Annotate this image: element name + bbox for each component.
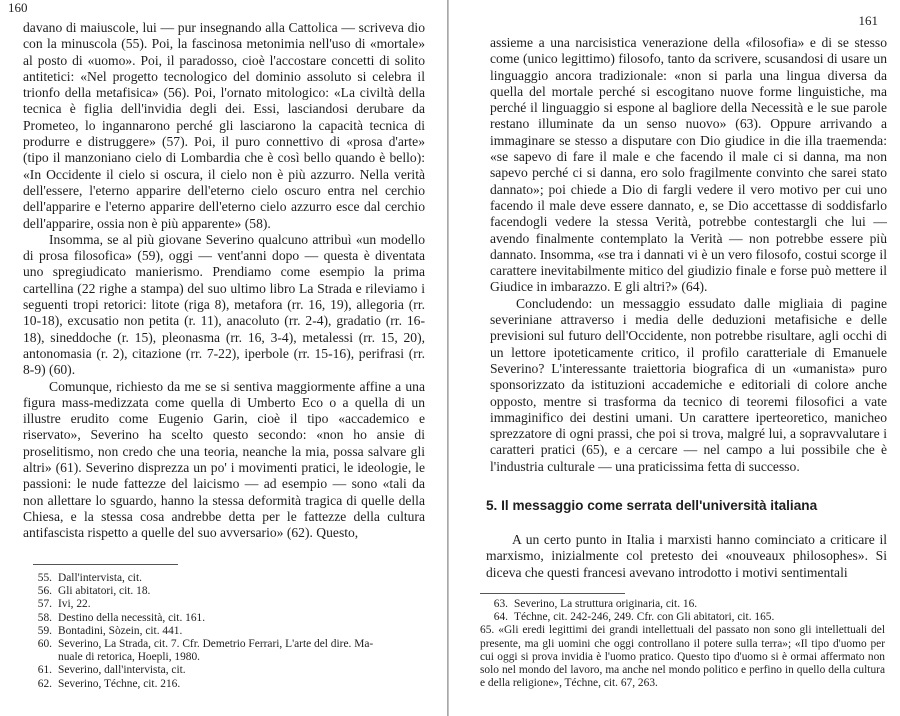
main-text xyxy=(490,35,887,475)
footnotes xyxy=(24,572,424,691)
footnote: 55. Dall'intervista, cit. xyxy=(37,572,142,584)
paragraph: assieme a una narcisistica venerazione della «filosofia» e di se stesso come (unico legittimo) filosofo, tanto da scrivere, scusandosi di usare un linguaggio ancora tradizionale: «non si parla una lingua diversa da quella del mortale perché si escogitano nuove forme linguistiche, ma perché il linguaggio si espone al bagliore della Necessità e le sue parole restano illuminate da un senso nuovo» (63). Oppure arrivando a immaginare se stesso a disputare con Dio giudice in die illa traemenda: «se sapevo di fare il male e che facendo il male ci si danna, ma non sapevo perché ci si danna, ero solo fragilmente convinto che sarei stato dannato»; poi chiede a Dio di fargli vedere il vero motivo per cui uno facendo il male deve essere dannato, e, se Dio accettasse di soddisfarlo facendogli vedere la stessa Verità, potrebbe contestargli che lui — avendo finalmente contemplato la Verità — non potrebbe essere più dannato. Insomma, «se tra i dannati vi è un vero filosofo, costui scorge il carattere inevitabilmente mitico del giudizio finale e forse può mettere il Giudice in imbarazzo. E gli altri?» (64). xyxy=(490,35,887,295)
footnote: 61. Severino, dall'intervista, cit. xyxy=(37,664,186,677)
footnote: 58. Destino della necessità, cit. 161. xyxy=(37,611,206,624)
page-number: 160 xyxy=(8,0,28,15)
main-text xyxy=(23,20,425,542)
book-gutter xyxy=(447,0,449,716)
section-text xyxy=(486,532,887,581)
footnotes xyxy=(480,598,885,690)
paragraph: Insomma, se al più giovane Severino qualcuno attribuì «un modello di prosa filosofica» (59), oggi — vent'anni dopo — questa è diventata uno spregiudicato manierismo. Prendiamo come esempio la prima cartellina (22 righe a stampa) del suo ultimo libro La Strada e rileviamo i seguenti tropi retorici: litote (riga 8), metafora (rr. 16, 19), allegoria (rr. 10-18), excusatio non petita (r. 11), anacoluto (rr. 2-4), gradatio (rr. 16-18), sineddoche (r. 15), pleonasma (rr. 16, 3-4), metalessi (rr. 15, 20), antonomasia (r. 2), citazione (rr. 7-22), iperbole (rr. 15-16), perifrasi (rr. 8-9) (60). xyxy=(23,231,425,378)
paragraph: Concludendo: un messaggio essudato dalle migliaia di pagine severiniane attraverso i media delle deduzioni metafisiche e delle previsioni sul futuro dell'Occidente, non potrebbe risultare, agli occhi di un lettore ipoteticamente critico, il profilo caratteriale di Emanuele Severino? L'interessante traiettoria biografica di un «umanista» puro sponsorizzato da istituzioni accademiche e editoriali di colore anche opposto, mentre si trasforma da tecnico di teoremi filosofici a vate immaginifico dei destini umani. Un carattere iperteoretico, manicheo sprezzatore di ogni prassi, che poi si trova, malgré lui, a sopravvalutare i caratteri pratici (65), e a cercare — nel campo a lui possibile che è l'industria culturale — una praticissima fetta di successo. xyxy=(490,295,887,474)
footnote: 59. Bontadini, Sòzein, cit. 441. xyxy=(37,624,183,637)
paragraph: A un certo punto in Italia i marxisti hanno cominciato a criticare il marxismo, inizialmente col pretesto dei «nouveaux philosophes». Si diceva che questi francesi avevano introdotto i motivi sentimentali xyxy=(486,532,887,580)
footnote: 60. Severino, La Strada, cit. 7. Cfr. Demetrio Ferrari, L'arte del dire. Ma- nuale di retorica, Hoepli, 1980. xyxy=(37,638,374,664)
footnote: 57. Ivi, 22. xyxy=(37,598,91,611)
left-page xyxy=(0,0,447,716)
footnote-rule xyxy=(480,593,625,594)
footnote: 65. «Gli eredi legittimi dei grandi intellettuali del passato non sono gli intellettuali del presente, ma gli uomini che oggi controllano il potere sulla terra»; «Il tipo d'uomo per cui oggi si prova invidia è l'uomo pratico. Questo tipo d'uomo si è ormai affermato non solo nel mondo del lavoro, ma anche nel mondo politico e perfino in quello della cultura e della religione», Téchne, cit. 67, 263. xyxy=(480,624,885,690)
footnote-rule xyxy=(33,564,178,565)
footnote: 62. Severino, Téchne, cit. 216. xyxy=(37,677,181,690)
section-heading: 5. Il messaggio come serrata dell'università italiana xyxy=(486,498,818,513)
paragraph: Comunque, richiesto da me se si sentiva maggiormente affine a una figura mass-medizzata come quella di Umberto Eco o a quella di un illustre erudito come Eugenio Garin, cioè il tipo «accademico e riservato», Severino ha scelto questo secondo: «non ho ansie di proselitismo, non credo che una teoria, neanche la mia, possa salvare gli altri» (61). Severino disprezza un po' i movimenti pratici, le ideologie, le passioni: le nude fattezze del laicismo — ad esempio — sono «tali da non allettare lo sguardo, hanno la stessa deformità tragica di quelle della Chiesa, e la stessa cosa andrebbe detta per le fattezze della cultura antifascista rispetto a quelle del suo avversario» (62). Questo, xyxy=(23,378,425,541)
footnote: 63. Severino, La struttura originaria, cit. 16. xyxy=(493,598,698,610)
footnote: 64. Téchne, cit. 242-246, 249. Cfr. con Gli abitatori, cit. 165. xyxy=(493,611,775,624)
footnote: 56. Gli abitatori, cit. 18. xyxy=(37,585,151,598)
paragraph: davano di maiuscole, lui — pur insegnando alla Cattolica — scriveva dio con la minuscola (55). Poi, la fascinosa metonimia nell'uso di «mortale» al posto di «uomo». Poi, il paradosso, cioè l'accostare concetti di solito antitetici: «Nel progetto tecnologico del dominio assoluto si celebra il trionfo della metafisica» (56). Poi, l'ornato mitologico: «La civiltà della tecnica è figlia dell'invidia degli dei. Essi, lasciandosi derubare da Prometeo, lo ingannarono perché gli lasciarono la capacità tecnica di produrre e distruggere» (57). Poi, il puro connettivo di «prosa d'arte» (tipo il manzoniano cielo di Lombardia che è così bello quando è bello): «In Occidente il cielo si oscura, il cielo non è più azzurro. Nella verità dell'essere, l'eterno apparire dell'eterno cielo oscuro entra nel cerchio dell'apparire e l'eterno apparire dell'eterno cielo azzurro esce dal cerchio dell'apparire, ossia non è più apparente» (58). xyxy=(23,20,425,231)
page-number: 161 xyxy=(858,13,878,28)
